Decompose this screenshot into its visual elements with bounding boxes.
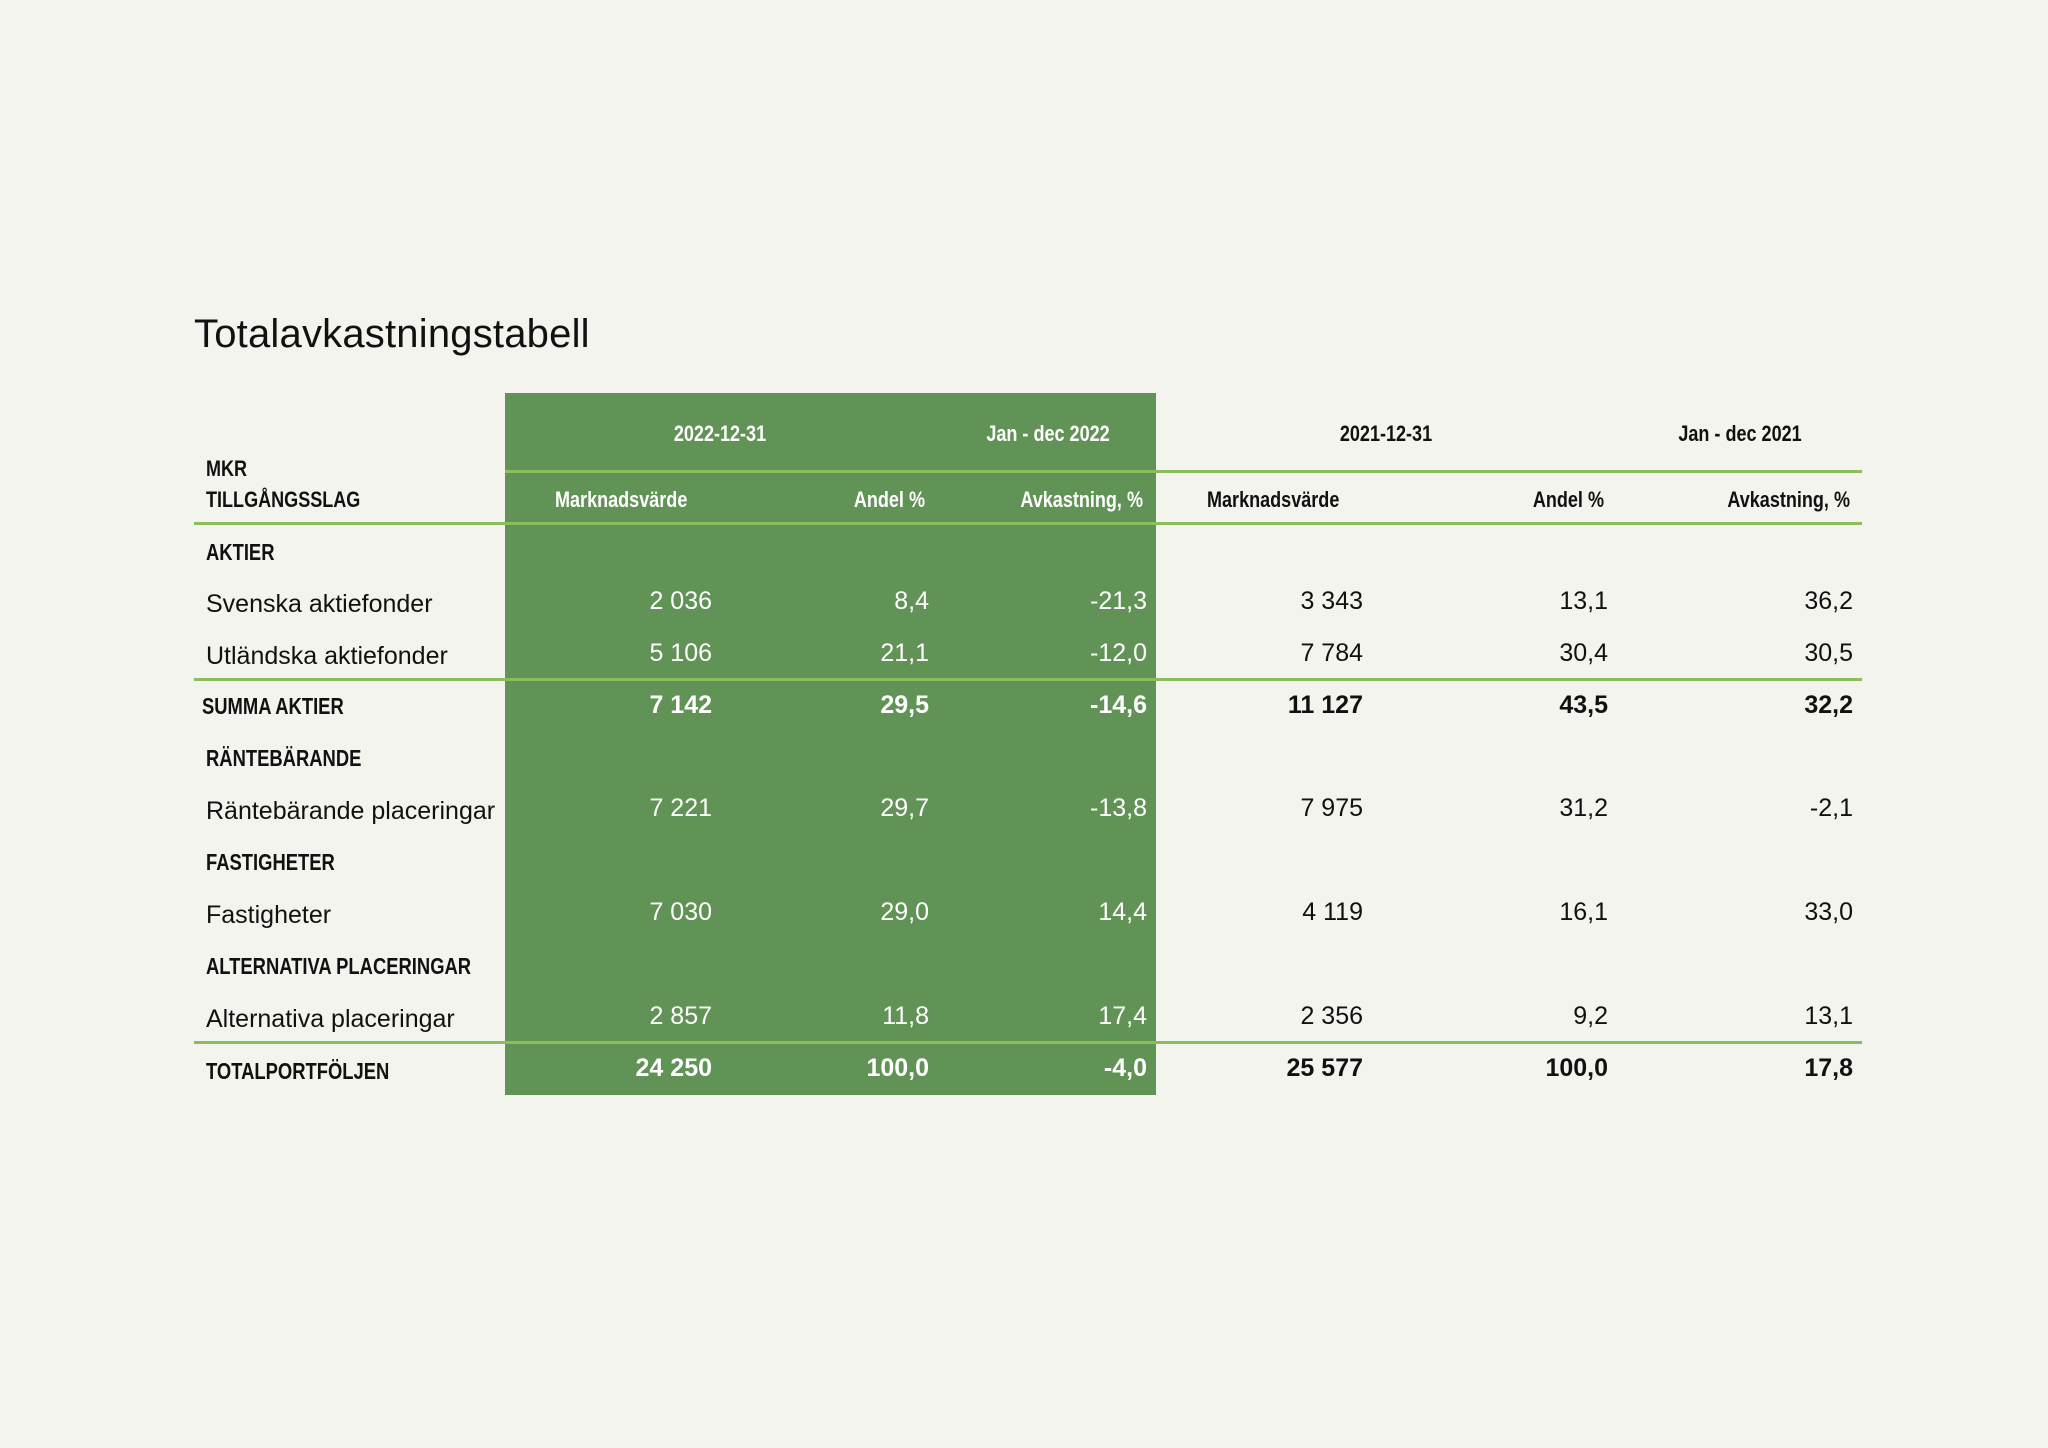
cell-return-2022: 17,4 [1098,1002,1147,1030]
cell-mv-2022: 7 142 [649,691,712,719]
cell-return-2021: 17,8 [1804,1054,1853,1082]
cell-return-2021: 32,2 [1804,691,1853,719]
page-title: Totalavkastningstabell [194,312,590,356]
cell-mv-2022: 2 857 [649,1002,712,1030]
cell-share-2021: 16,1 [1559,898,1608,926]
row-label: Alternativa placeringar [206,1005,455,1033]
cell-return-2022: -21,3 [1090,587,1147,615]
cell-share-2022: 11,8 [882,1002,929,1030]
cell-share-2022: 29,0 [880,898,929,926]
cell-return-2022: 14,4 [1098,898,1147,926]
col-share-2022: Andel % [853,487,925,512]
cell-mv-2022: 24 250 [635,1054,712,1082]
category-aktier: AKTIER [206,539,275,565]
col-market-value-2021: Marknadsvärde [1207,487,1340,512]
cell-return-2022: -14,6 [1090,691,1147,719]
row-label: Räntebärande placeringar [206,797,496,825]
period-2021-date: 2021-12-31 [1339,421,1433,446]
category-rantebarande: RÄNTEBÄRANDE [206,745,362,771]
period-2022-date: 2022-12-31 [673,421,767,446]
row-label: Utländska aktiefonder [206,642,448,670]
header-rule-bottom [194,522,1862,525]
cell-return-2022: -4,0 [1103,1054,1147,1082]
cell-share-2021: 9,2 [1573,1002,1608,1030]
cell-mv-2021: 2 356 [1300,1002,1363,1030]
col-return-2021: Avkastning, % [1727,487,1850,512]
asset-class-label: TILLGÅNGSSLAG [206,487,361,512]
cell-mv-2022: 5 106 [649,639,712,667]
cell-mv-2022: 7 221 [649,794,712,822]
cell-share-2021: 13,1 [1559,587,1608,615]
cell-share-2022: 8,4 [894,587,929,615]
cell-share-2022: 21,1 [880,639,929,667]
cell-return-2021: 30,5 [1804,639,1853,667]
cell-share-2021: 31,2 [1559,794,1608,822]
cell-mv-2022: 2 036 [649,587,712,615]
period-2021-return: Jan - dec 2021 [1678,421,1802,446]
header-rule-top [505,470,1862,473]
row-label: Fastigheter [206,901,332,929]
col-share-2021: Andel % [1532,487,1604,512]
col-return-2022: Avkastning, % [1020,487,1143,512]
cell-share-2022: 100,0 [866,1054,929,1082]
total-rule [194,1041,1862,1044]
period-2022-return: Jan - dec 2022 [986,421,1110,446]
cell-mv-2021: 3 343 [1300,587,1363,615]
unit-label: MKR [206,456,248,481]
row-label: Svenska aktiefonder [206,590,433,618]
cell-mv-2022: 7 030 [649,898,712,926]
cell-mv-2021: 7 784 [1300,639,1363,667]
summa-rule [194,678,1862,681]
cell-mv-2021: 25 577 [1286,1054,1363,1082]
cell-return-2021: 36,2 [1804,587,1853,615]
cell-return-2021: 13,1 [1804,1002,1853,1030]
col-market-value-2022: Marknadsvärde [555,487,688,512]
cell-return-2021: 33,0 [1804,898,1853,926]
cell-mv-2021: 11 127 [1287,691,1363,719]
row-label-total: TOTALPORTFÖLJEN [206,1058,390,1084]
cell-share-2021: 30,4 [1559,639,1608,667]
cell-mv-2021: 4 119 [1302,898,1363,926]
cell-return-2022: -12,0 [1090,639,1147,667]
category-alternativa: ALTERNATIVA PLACERINGAR [206,953,472,979]
category-fastigheter: FASTIGHETER [206,849,335,875]
cell-share-2022: 29,5 [880,691,929,719]
cell-share-2022: 29,7 [880,794,929,822]
cell-share-2021: 100,0 [1545,1054,1608,1082]
cell-share-2021: 43,5 [1559,691,1608,719]
row-label-summa: SUMMA AKTIER [202,693,344,719]
cell-mv-2021: 7 975 [1300,794,1363,822]
cell-return-2021: -2,1 [1809,794,1853,822]
cell-return-2022: -13,8 [1090,794,1147,822]
